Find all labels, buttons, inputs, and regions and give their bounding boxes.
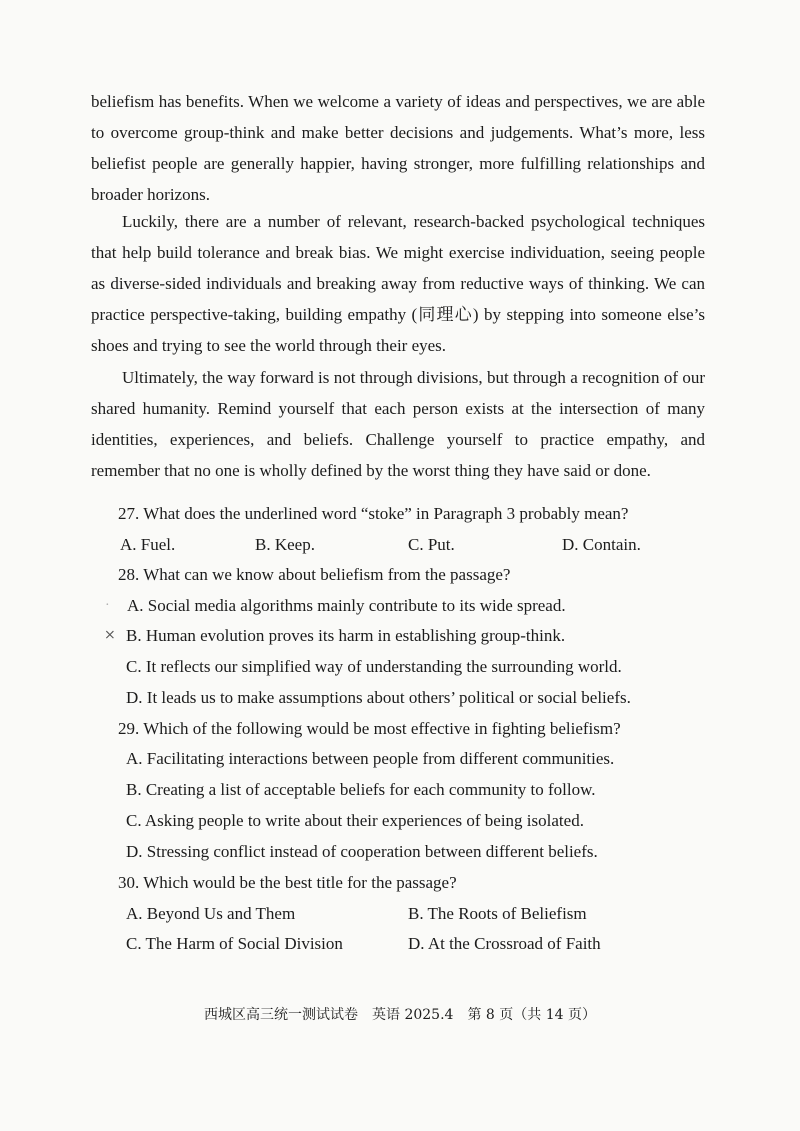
question-30-option-c[interactable]: C. The Harm of Social Division [126, 934, 343, 953]
question-28-option-d[interactable]: D. It leads us to make assumptions about others’ political or social beliefs. [126, 688, 631, 707]
question-29-stem: 29. Which of the following would be most effective in fighting beliefism? [118, 719, 621, 738]
question-27-option-b[interactable]: B. Keep. [255, 535, 315, 554]
passage-paragraph-2: Luckily, there are a number of relevant, research-backed psychological techniques that help build tolerance and break bias. We might exercise individuation, seeing people as diverse-sided individuals and breaking away from reductive ways of thinking. We can practice perspective-taking, building empathy (同理心) by stepping into someone else’s shoes and trying to see the world through their eyes. [91, 212, 705, 355]
passage-paragraph-3: Ultimately, the way forward is not through divisions, but through a recognition of our shared humanity. Remind yourself that each person exists at the intersection of many identities, experiences, and beliefs. Challenge yourself to practice empathy, and remember that no one is wholly defined by the worst thing they have said or done. [91, 368, 705, 480]
question-27-option-a[interactable]: A. Fuel. [120, 535, 176, 554]
page-footer: 西城区高三统一测试试卷 英语 2025.4 第 8 页（共 14 页） [204, 1007, 596, 1023]
question-27-option-c[interactable]: C. Put. [408, 535, 455, 554]
question-29-option-b[interactable]: B. Creating a list of acceptable beliefs for each community to follow. [126, 780, 596, 799]
pencil-tick-mark-icon: · [105, 598, 110, 613]
question-28-option-c[interactable]: C. It reflects our simplified way of understanding the surrounding world. [126, 657, 622, 676]
question-28-option-a[interactable]: A. Social media algorithms mainly contribute to its wide spread. [127, 596, 566, 615]
question-27-stem: 27. What does the underlined word “stoke” in Paragraph 3 probably mean? [118, 504, 629, 523]
question-30-option-a[interactable]: A. Beyond Us and Them [126, 904, 296, 923]
question-29-option-a[interactable]: A. Facilitating interactions between people from different communities. [126, 749, 615, 768]
question-30-stem: 30. Which would be the best title for the passage? [118, 873, 457, 892]
question-27-option-d[interactable]: D. Contain. [562, 535, 641, 554]
question-29-option-d[interactable]: D. Stressing conflict instead of cooperation between different beliefs. [126, 842, 598, 861]
question-29-option-c[interactable]: C. Asking people to write about their experiences of being isolated. [126, 811, 584, 830]
passage-paragraph-1: beliefism has benefits. When we welcome a variety of ideas and perspectives, we are able to overcome group-think and make better decisions and judgements. What’s more, less beliefist people are generally happier, having stronger, more fulfilling relationships and broader horizons. [91, 92, 705, 204]
question-30-option-d[interactable]: D. At the Crossroad of Faith [408, 934, 601, 953]
question-28-stem: 28. What can we know about beliefism from the passage? [118, 565, 511, 584]
question-30-option-b[interactable]: B. The Roots of Beliefism [408, 904, 587, 923]
pencil-cross-mark-icon: ⨯ [104, 628, 116, 643]
question-28-option-b[interactable]: B. Human evolution proves its harm in establishing group-think. [126, 626, 566, 645]
